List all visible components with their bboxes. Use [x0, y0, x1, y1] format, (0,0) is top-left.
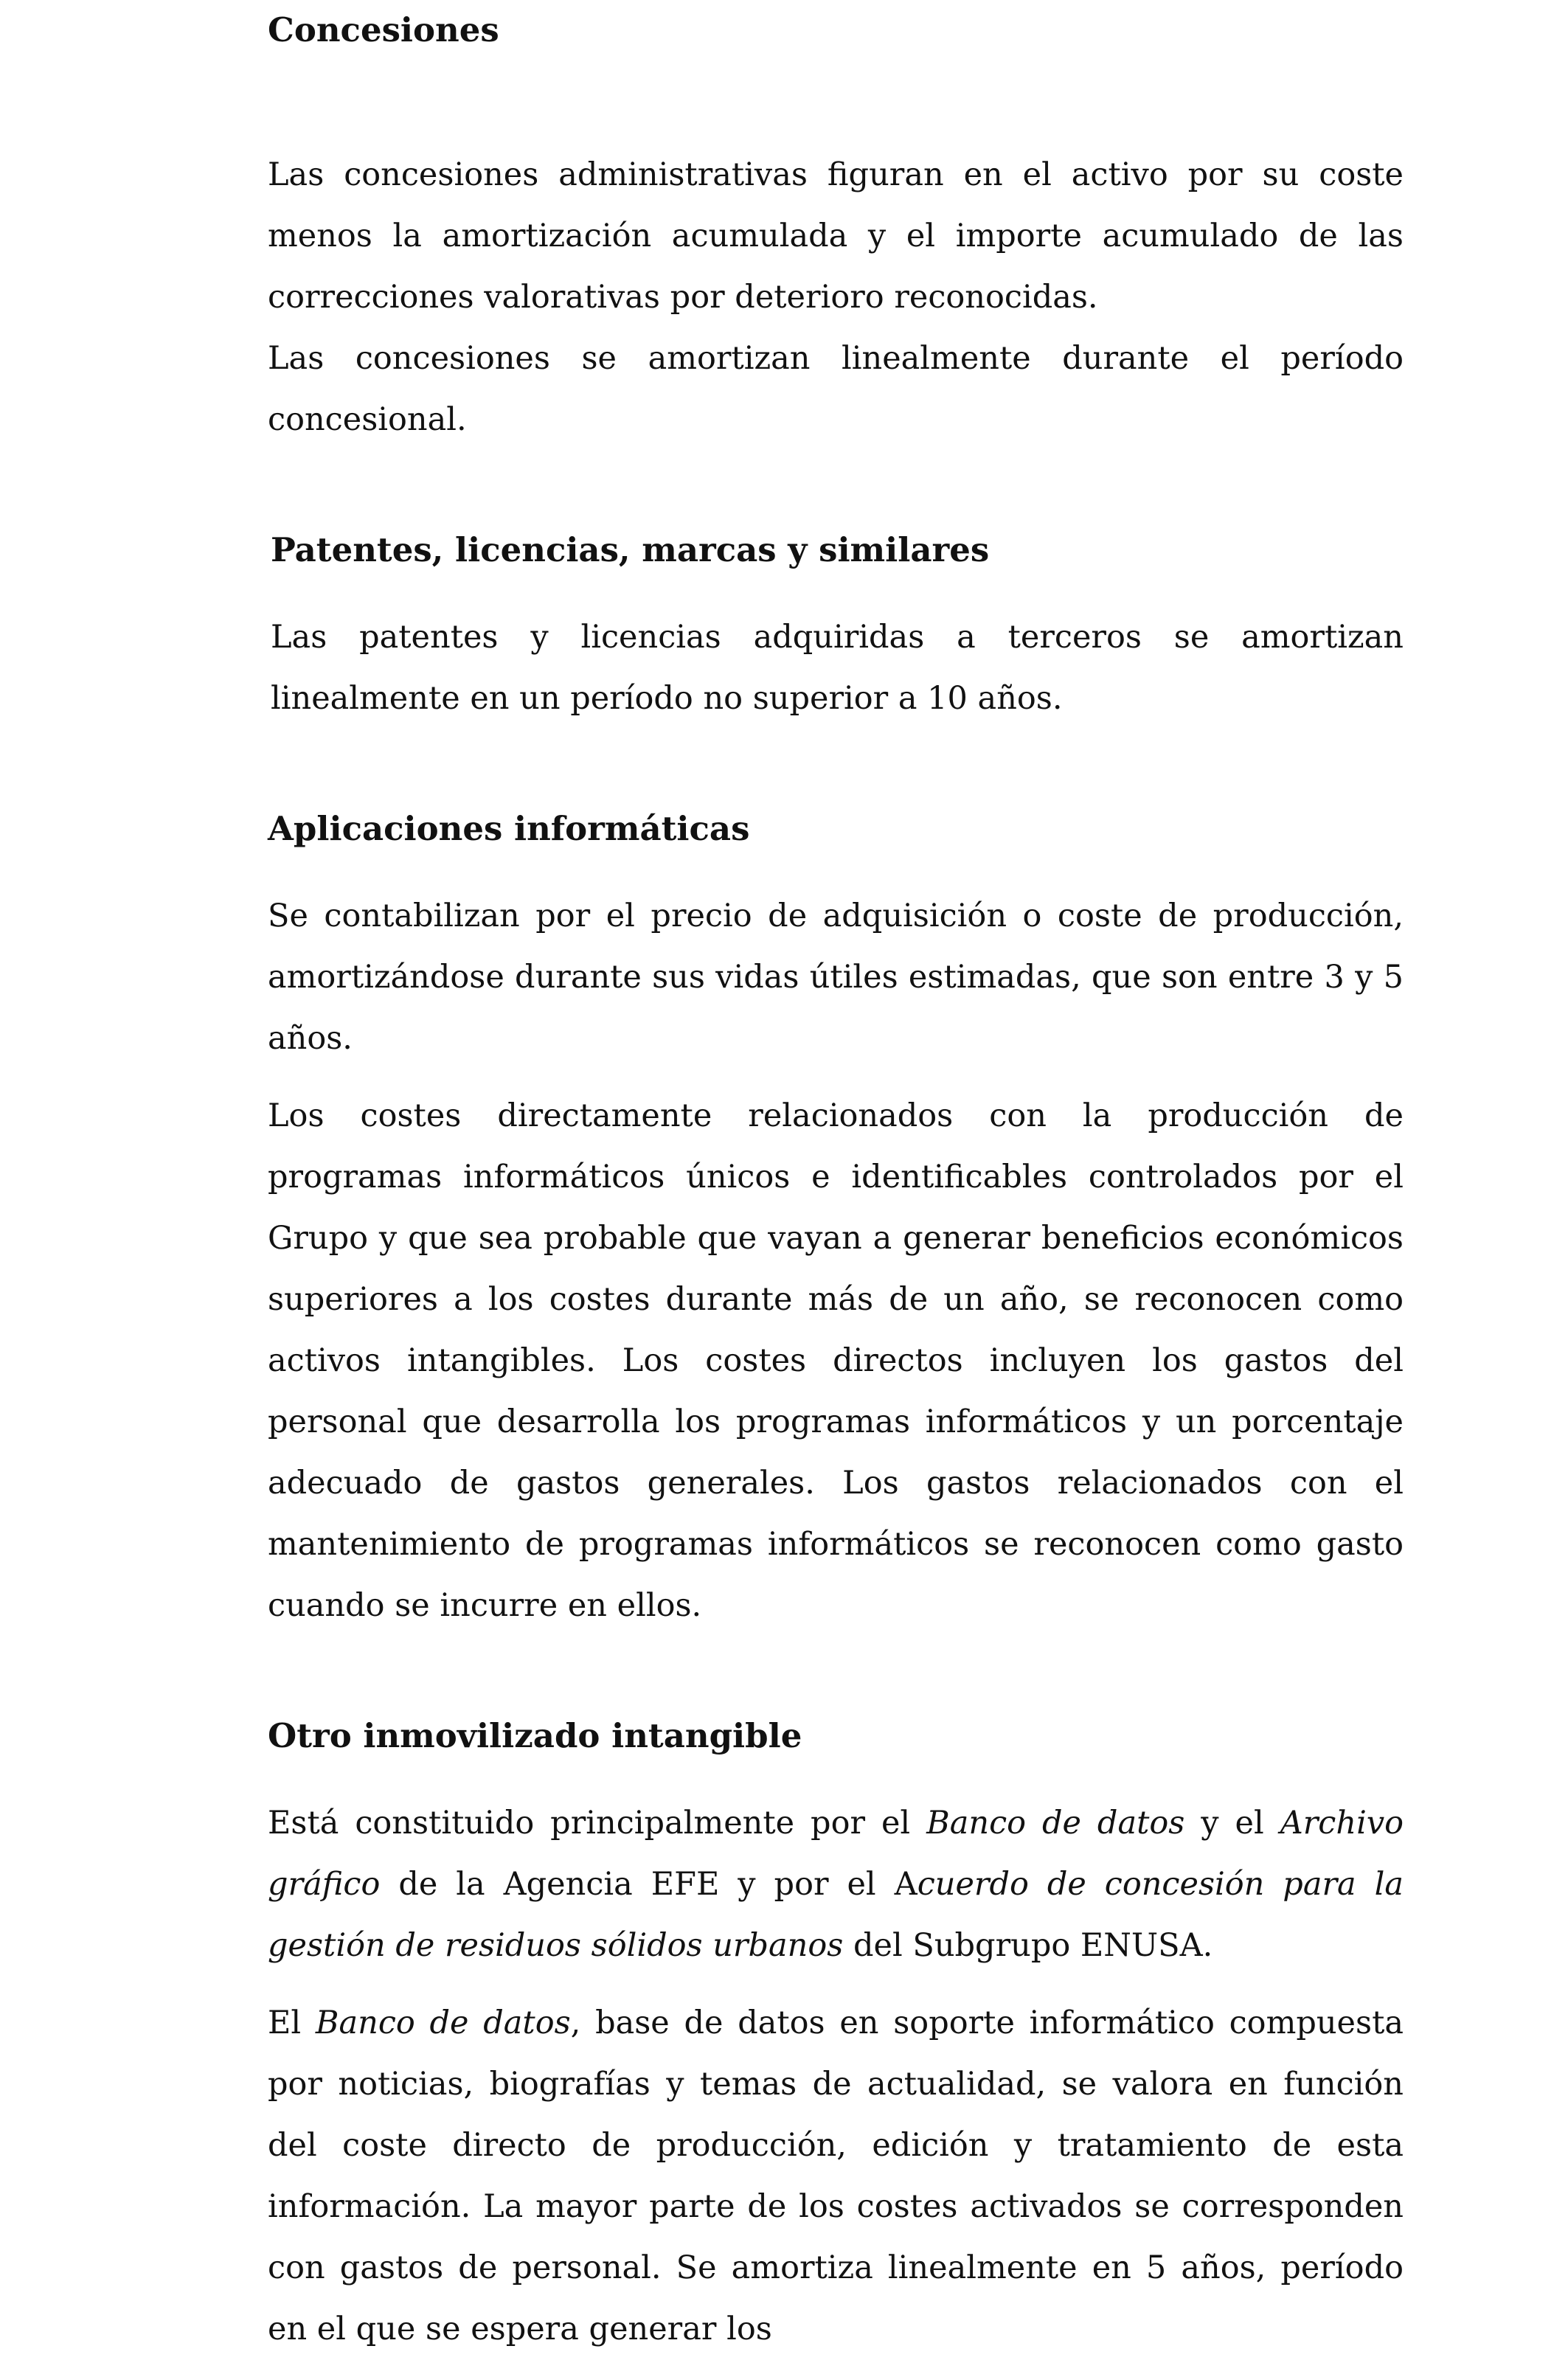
section-concesiones [268, 10, 1404, 451]
section-title-otro: Otro inmovilizado intangible [268, 1716, 802, 1755]
paragraph-concesiones-2: Las concesiones se amortizan linealmente durante el período concesional. [268, 340, 1404, 438]
italic-term-archivo-grafico: Archivo gráfico [268, 1805, 1404, 1903]
paragraph-concesiones-1: Las concesiones administrativas figuran en el activo por su coste menos la amortización acumulada y el importe acumulado de las correcciones valorativas por deterioro reconocidas. [268, 156, 1404, 316]
text-run: El [268, 2005, 316, 2041]
italic-term-banco-de-datos: Banco de datos [315, 2005, 571, 2041]
section-patentes [268, 530, 1404, 729]
text-run: , base de datos en soporte informático compuesta por noticias, biografías y temas de actualidad, se valora en función del coste directo de producción, edición y tratamiento de esta información. La mayor parte de los costes activados se corresponden con gastos de personal. Se amortiza linealmente en 5 años, período en el que se espera generar los [268, 2005, 1404, 2347]
paragraph-otro-2 [268, 1993, 1404, 2360]
italic-term-banco-de-datos: Banco de datos [926, 1805, 1185, 1842]
section-title-concesiones: Concesiones [268, 10, 499, 49]
text-run: del Subgrupo ENUSA. [843, 1927, 1213, 1964]
document-page [268, 0, 1404, 2360]
paragraph-aplicaciones-1: Se contabilizan por el precio de adquisición o coste de producción, amortizándose durante sus vidas útiles estimadas, que son entre 3 y 5 años. [268, 898, 1404, 1057]
section-title-aplicaciones: Aplicaciones informáticas [268, 809, 750, 848]
text-run: de la Agencia EFE y por el A [380, 1866, 917, 1903]
paragraph-patentes-1: Las patentes y licencias adquiridas a terceros se amortizan linealmente en un período no superior a 10 años. [271, 619, 1404, 717]
paragraph-otro-1 [268, 1793, 1404, 1977]
section-aplicaciones [268, 809, 1404, 1637]
paragraph-aplicaciones-2: Los costes directamente relacionados con la producción de programas informáticos únicos e identificables controlados por el Grupo y que sea probable que vayan a generar beneficios económicos superiores a los costes durante más de un año, se reconocen como activos intangibles. Los costes directos incluyen los gastos del personal que desarrolla los programas informáticos y un porcentaje adecuado de gastos generales. Los gastos relacionados con el mantenimiento de programas informáticos se reconocen como gasto cuando se incurre en ellos. [268, 1097, 1404, 1624]
text-run: Está constituido principalmente por el [268, 1805, 927, 1842]
section-title-patentes: Patentes, licencias, marcas y similares [271, 530, 990, 569]
italic-term-acuerdo-concesion: cuerdo de concesión para la gestión de residuos sólidos urbanos [268, 1866, 1404, 1964]
text-run: y el [1184, 1805, 1280, 1842]
section-otro-inmovilizado [268, 1716, 1404, 2360]
